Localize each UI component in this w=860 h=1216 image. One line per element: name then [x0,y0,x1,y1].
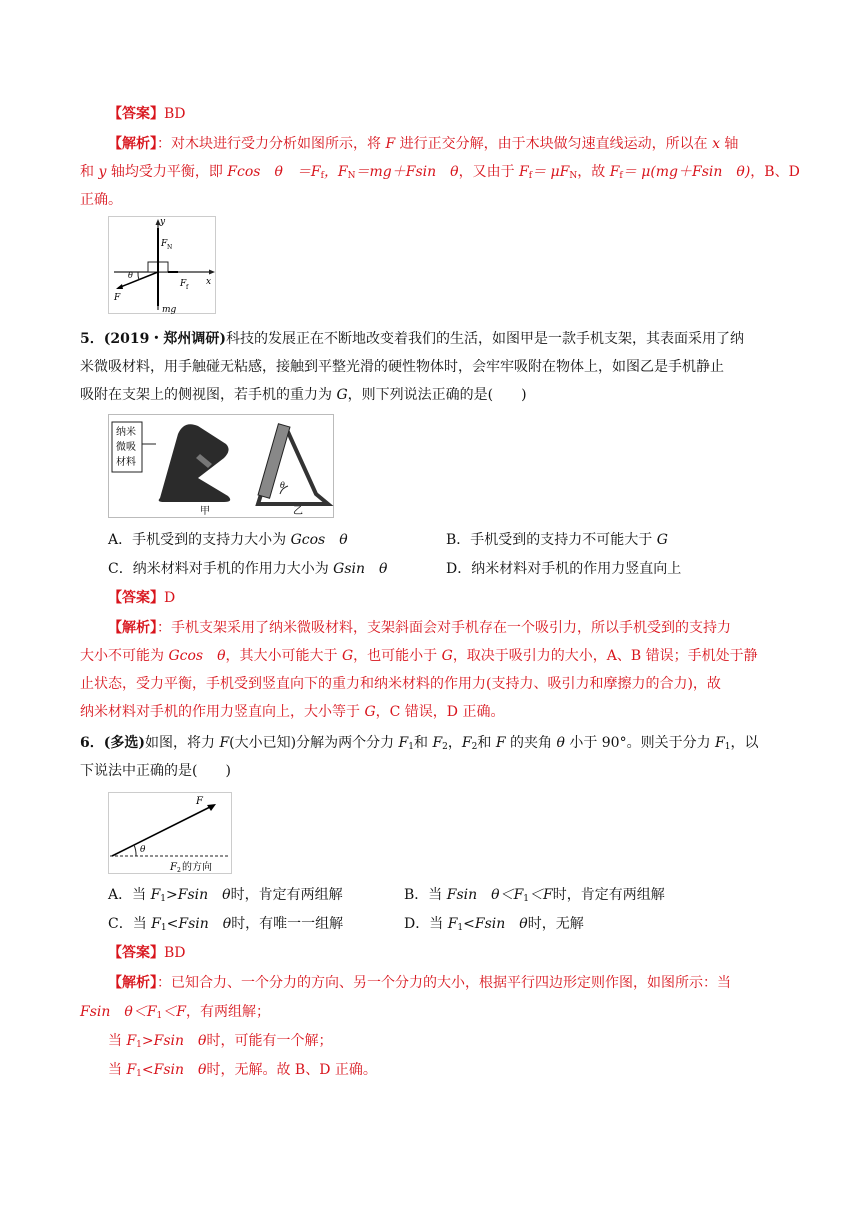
answer-value: BD [164,106,186,122]
formula: F [150,887,161,903]
text: 轴 [719,136,739,152]
q6-analysis-line-1 [108,973,731,993]
var: y [98,164,107,180]
var: F [432,735,443,751]
label-f: F [114,293,121,303]
q4-analysis-line-2 [80,162,800,186]
question-number: 5． [80,331,104,347]
var: F [385,136,396,152]
analysis-tag: 【解析】 [108,975,157,991]
text: ，有两组解； [186,1004,270,1020]
q5-stem-line-2 [80,357,724,377]
q5-option-d[interactable] [446,559,681,579]
formula: >Fsin θ [141,1033,207,1049]
formula: F [447,916,458,932]
question-source: (2019・郑州调研) [103,331,226,347]
text: 下说法中正确的是( ) [80,763,231,779]
box-text-2: 微吸 [116,442,136,453]
var: G [441,648,453,664]
q5-stem-line-3 [80,385,527,405]
label-ff: F [180,279,187,289]
subscript: f [320,171,324,181]
subscript: 1 [160,894,167,904]
formula: ＝mg＋Fsin θ [355,164,459,180]
var: θ [556,735,565,751]
analysis-tag: 【解析】 [108,620,157,636]
subscript: 1 [156,1011,163,1021]
text: A．当 [108,887,151,903]
f-arrow [112,806,212,856]
answer-tag: 【答案】 [108,106,164,122]
box-text-3: 材料 [116,457,136,468]
q4-answer-line [108,104,186,124]
text: ， [447,735,462,751]
q6-stem-line-1 [80,733,759,757]
subscript: 2 [471,742,478,752]
answer-tag: 【答案】 [108,590,164,606]
q5-phone-holder-figure [108,414,334,518]
var: F [715,735,725,751]
formula: F [151,916,161,932]
text: 正确。 [80,192,122,208]
formula: Fsin θ＜F [446,887,524,903]
subscript: 1 [136,1040,142,1050]
q6-option-d[interactable] [404,914,584,938]
subscript: 1 [457,923,464,933]
var: G [341,648,354,664]
label-y: y [160,217,166,227]
text: ：对木块进行受力分析如图所示，将 [157,136,386,152]
label-ff-sub: f [186,284,189,291]
formula: Gcos θ [290,532,348,548]
text: 和 [80,164,99,180]
text: 止状态，受力平衡，手机受到竖直向下的重力和纳米材料的作用力(支持力、吸引力和摩擦力的合力)，故 [80,676,721,692]
text: D．纳米材料对手机的作用力竖直向上 [446,561,682,577]
q5-option-c[interactable] [108,559,387,579]
label-f: F [196,796,203,807]
text: 米微吸材料，用手触碰无粘感，接触到平整光滑的硬性物体时，会牢牢吸附在物体上，如图乙是手机静止 [80,359,724,375]
analysis-tag: 【解析】 [108,136,157,152]
text: 时，肯定有两组解 [552,887,665,903]
label-f2: F [170,862,177,873]
subscript: 1 [724,742,731,752]
text: B．当 [404,887,447,903]
formula: ＝ μ(mg＋Fsin θ) [622,164,751,180]
box-text-1: 纳米 [116,427,136,438]
text: 当 [108,1062,127,1078]
text: ，也可能小于 [353,648,442,664]
q6-analysis-line-2 [80,1002,270,1026]
formula: ＜F [162,1004,186,1020]
holder-jia [159,424,231,502]
formula: F [519,164,529,180]
text: 当 [108,1033,127,1049]
subscript: N [347,171,356,181]
text: 时，可能有一个解； [206,1033,333,1049]
text: 和 [477,735,496,751]
text: 时，无解。故 B、D 正确。 [206,1062,377,1078]
text: 时，肯定有两组解 [230,887,343,903]
answer-value: BD [164,945,186,961]
q5-analysis-line-2 [80,646,758,666]
text: 吸附在支架上的侧视图，若手机的重力为 [80,387,337,403]
label-f2-sub: 2 [177,867,181,874]
text: 科技的发展正在不断地改变着我们的生活，如图甲是一款手机支架，其表面采用了纳 [225,331,744,347]
text: 和 [414,735,433,751]
var: x [712,136,720,152]
subscript: 2 [442,742,448,752]
q5-stem-line-1 [80,329,744,349]
formula: >Fsin θ [166,887,231,903]
label-jia: 甲 [200,506,210,517]
var: F [495,735,506,751]
label-mg: mg [162,305,177,314]
q6-option-a[interactable] [108,885,343,909]
q5-analysis-line-3 [80,674,721,694]
subscript: 1 [523,894,530,904]
formula: F [609,164,620,180]
answer-tag: 【答案】 [108,945,164,961]
subscript: 1 [160,923,167,933]
formula: F [126,1062,137,1078]
text: ：已知合力、一个分力的方向、另一个分力的大小，根据平行四边形定则作图，如图所示：当 [157,975,731,991]
text: ，以 [730,735,759,751]
q5-analysis-line-1 [108,618,731,638]
text: (大小已知)分解为两个分力 [229,735,399,751]
text: ，则下列说法正确的是( ) [347,387,527,403]
text: ，取决于吸引力的大小，A、B 错误；手机处于静 [452,648,758,664]
q6-force-figure [108,792,232,874]
text: 纳米材料对手机的作用力竖直向上，大小等于 [80,704,365,720]
q6-option-c[interactable] [108,914,343,938]
var: G [364,704,376,720]
formula: F [126,1033,137,1049]
text: ，B、D [750,164,800,180]
label-direction: 的方向 [182,862,212,873]
q4-analysis-line-1 [108,134,738,154]
text: 如图，将力 [145,735,220,751]
formula: ，F [323,164,348,180]
var: F [461,735,472,751]
subscript: 1 [408,742,414,752]
q5-analysis-line-4 [80,702,504,722]
text: 轴均受力平衡，即 [106,164,228,180]
formula: Fcos θ ＝F [227,164,321,180]
label-fn: F [161,239,168,249]
subscript: N [569,171,578,181]
text: 大小不可能为 [80,648,169,664]
text: C．纳米材料对手机的作用力大小为 [108,561,334,577]
text: D．当 [404,916,448,932]
text: 时，无解 [527,916,584,932]
q6-analysis-line-3 [108,1031,332,1055]
text: ，其大小可能大于 [225,648,342,664]
subscript: f [528,171,533,181]
text: B．手机受到的支持力不可能大于 [446,532,657,548]
formula: ＝ μF [532,164,570,180]
text: 的夹角 [505,735,557,751]
text: A．手机受到的支持力大小为 [108,532,291,548]
text: ，又由于 [458,164,520,180]
q6-option-b[interactable] [404,885,665,909]
label-yi: 乙 [293,506,303,517]
var: G [336,387,348,403]
question-tag: (多选) [103,735,145,751]
question-number: 6． [80,735,104,751]
subscript: f [619,171,623,181]
label-theta: θ [128,271,133,280]
q6-answer-line [108,943,186,963]
formula: ＜F [529,887,553,903]
text: ，C 错误，D 正确。 [375,704,505,720]
formula: G [656,532,668,548]
formula: Fsin θ＜F [80,1004,157,1020]
formula: Gcos θ [168,648,226,664]
label-theta: θ [140,845,146,855]
var: F [219,735,230,751]
text: 时，有唯一一组解 [231,916,344,932]
formula: <Fsin θ [166,916,232,932]
formula: <Fsin θ [463,916,528,932]
label-theta: θ [280,481,285,490]
subscript: 1 [136,1069,142,1079]
text: ：手机支架采用了纳米微吸材料，支架斜面会对手机存在一个吸引力，所以手机受到的支持力 [157,620,731,636]
formula: <Fsin θ [141,1062,207,1078]
q6-analysis-line-4 [108,1060,377,1084]
q6-stem-line-2 [80,761,231,781]
q5-option-b[interactable] [446,530,668,550]
q4-analysis-line-3 [80,190,122,210]
text: C．当 [108,916,152,932]
label-x: x [206,277,212,287]
q5-option-a[interactable] [108,530,348,550]
answer-value: D [164,590,176,606]
text: 小于 90°。则关于分力 [564,735,716,751]
label-fn-sub: N [167,244,173,251]
q5-answer-line [108,588,175,608]
var: F [398,735,409,751]
formula: Gsin θ [333,561,388,577]
q4-force-diagram [108,216,216,314]
text: ，故 [577,164,610,180]
text: 进行正交分解，由于木块做匀速直线运动，所以在 [395,136,713,152]
